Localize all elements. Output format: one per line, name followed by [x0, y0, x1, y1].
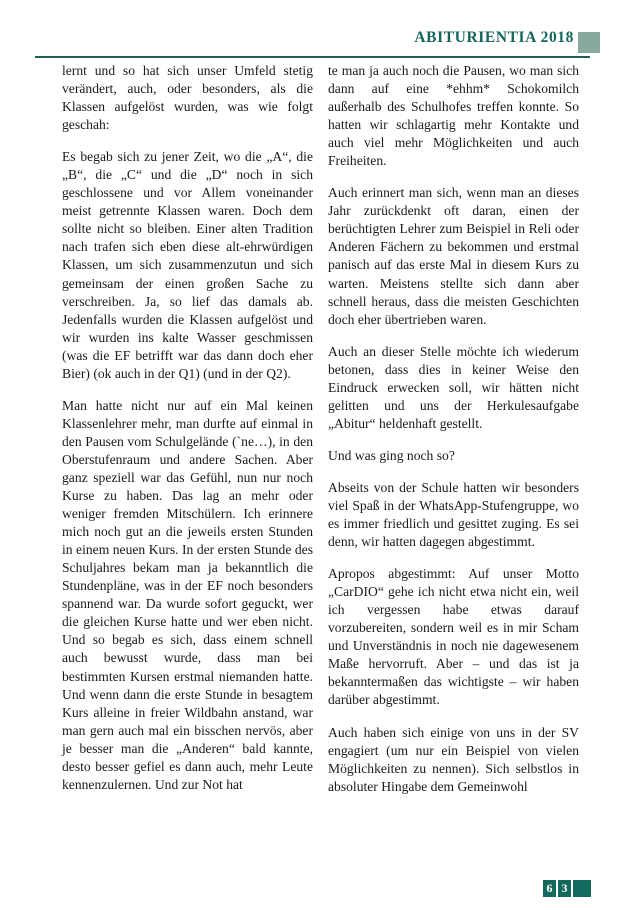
header-decoration-square-icon [578, 32, 600, 53]
column-right [328, 62, 579, 796]
paragraph: Es begab sich zu jener Zeit, wo die „A“, die „B“, die „C“ und die „D“ noch in sich geschlossene und vor Allem voneinander meist getrennte Klassen waren. Doch dem sollte nicht so bleiben. Einer alten Tradition nach trafen sich eben diese alt-ehrwürdigen Klassen, um sich zusammenzutun und sich gemeinsam der einen großen Sache zu verschreiben. Ja, so lief das damals ab. Jedenfalls wurden die Klassen aufgelöst und wir wurden ins kalte Wasser geschmissen (was die EF betrifft war das dann doch eher Bier) (ok auch in der Q1) (und in der Q2). [62, 149, 313, 381]
page-number-digit-second: 3 [558, 880, 571, 897]
paragraph: te man ja auch noch die Pausen, wo man sich dann auf eine *ehhm* Schokomilch außerhalb des Schulhofes treffen konnte. So hatten wir schlagartig mehr Kontakte und auch viel mehr Möglichkeiten und auch Freiheiten. [328, 63, 579, 169]
paragraph: lernt und so hat sich unser Umfeld stetig verändert, auch, oder besonders, als die Klassen aufgelöst wurden, was wie folgt geschah: [62, 63, 313, 133]
footer-decoration-square-icon [573, 880, 591, 897]
paragraph: Auch haben sich einige von uns in der SV engagiert (um nur ein Beispiel von vielen Möglichkeiten zu nennen). Sich selbstlos in absoluter Hingabe dem Gemeinwohl [328, 724, 579, 794]
header-divider [35, 56, 590, 58]
page-number-digit-first: 6 [543, 880, 556, 897]
paragraph: Und was ging noch so? [328, 447, 455, 463]
page-title: ABITURIENTIA 2018 [414, 29, 574, 46]
column-left [62, 62, 313, 794]
paragraph: Abseits von der Schule hatten wir besonders viel Spaß in der WhatsApp-Stufengruppe, wo es immer friedlich und gesittet zuging. Es sei denn, wir hatten dagegen abgestimmt. [328, 479, 579, 550]
page-header [0, 0, 642, 56]
paragraph: Apropos abgestimmt: Auf unser Motto „CarDIO“ gehe ich nicht etwa nicht ein, weil ich vergessen habe etwas darauf vorzubereiten, sondern weil es in mir Scham und Unverständnis in noch nie dagewesenem Maße hervorruft. Aber – und das ist ja bekanntermaßen das wichtigste – wir haben darüber abgestimmt. [328, 566, 579, 708]
page-number [543, 880, 591, 897]
paragraph: Auch an dieser Stelle möchte ich wiederum betonen, dass dies in keiner Weise den Eindruck erwecken soll, wir hätten nicht gelitten und uns der Herkulesaufgabe „Abitur“ heldenhaft gestellt. [328, 343, 579, 431]
paragraph: Auch erinnert man sich, wenn man an dieses Jahr zurückdenkt oft daran, einen der berüchtigten Lehrer zum Beispiel in Reli oder Anderen Fächern zu bekommen und erstmal panisch auf das erste Mal in diesem Kurs zu warten. Meistens stellte sich dann aber schnell heraus, dass die meisten Geschichten doch eher übertrieben waren. [328, 185, 579, 327]
paragraph: Man hatte nicht nur auf ein Mal keinen Klassenlehrer mehr, man durfte auf einmal in den Pausen vom Schulgelände (`ne…), in den Oberstufenraum und andere Sachen. Aber ganz speziell war das Gefühl, nun nur noch Kurse zu haben. Das lag an mehr oder weniger fremden Mitschülern. Ich erinnere mich noch gut an die jeweils ersten Stunden in einem neuen Kurs. In der ersten Stunde des Schuljahres bekam man ja bekanntlich die Stundenpläne, was in der EF noch besonders spannend war. Da wurde sofort geguckt, wer die gleichen Kurse hatte und wer eben nicht. Und so begab es sich, dass einem schnell auch bewusst wurde, dass man bei bestimmten Kursen erstmal niemanden hatte. Und wenn dann die erste Stunde in besagtem Kurs alleine in freier Wildbahn anstand, war man gern auch mal ein bisschen nervös, aber je besser man die „Anderen“ bald kannte, desto besser gefiel es dann auch, mehr Leute kennenzulernen. Und zur Not hat [62, 397, 313, 792]
